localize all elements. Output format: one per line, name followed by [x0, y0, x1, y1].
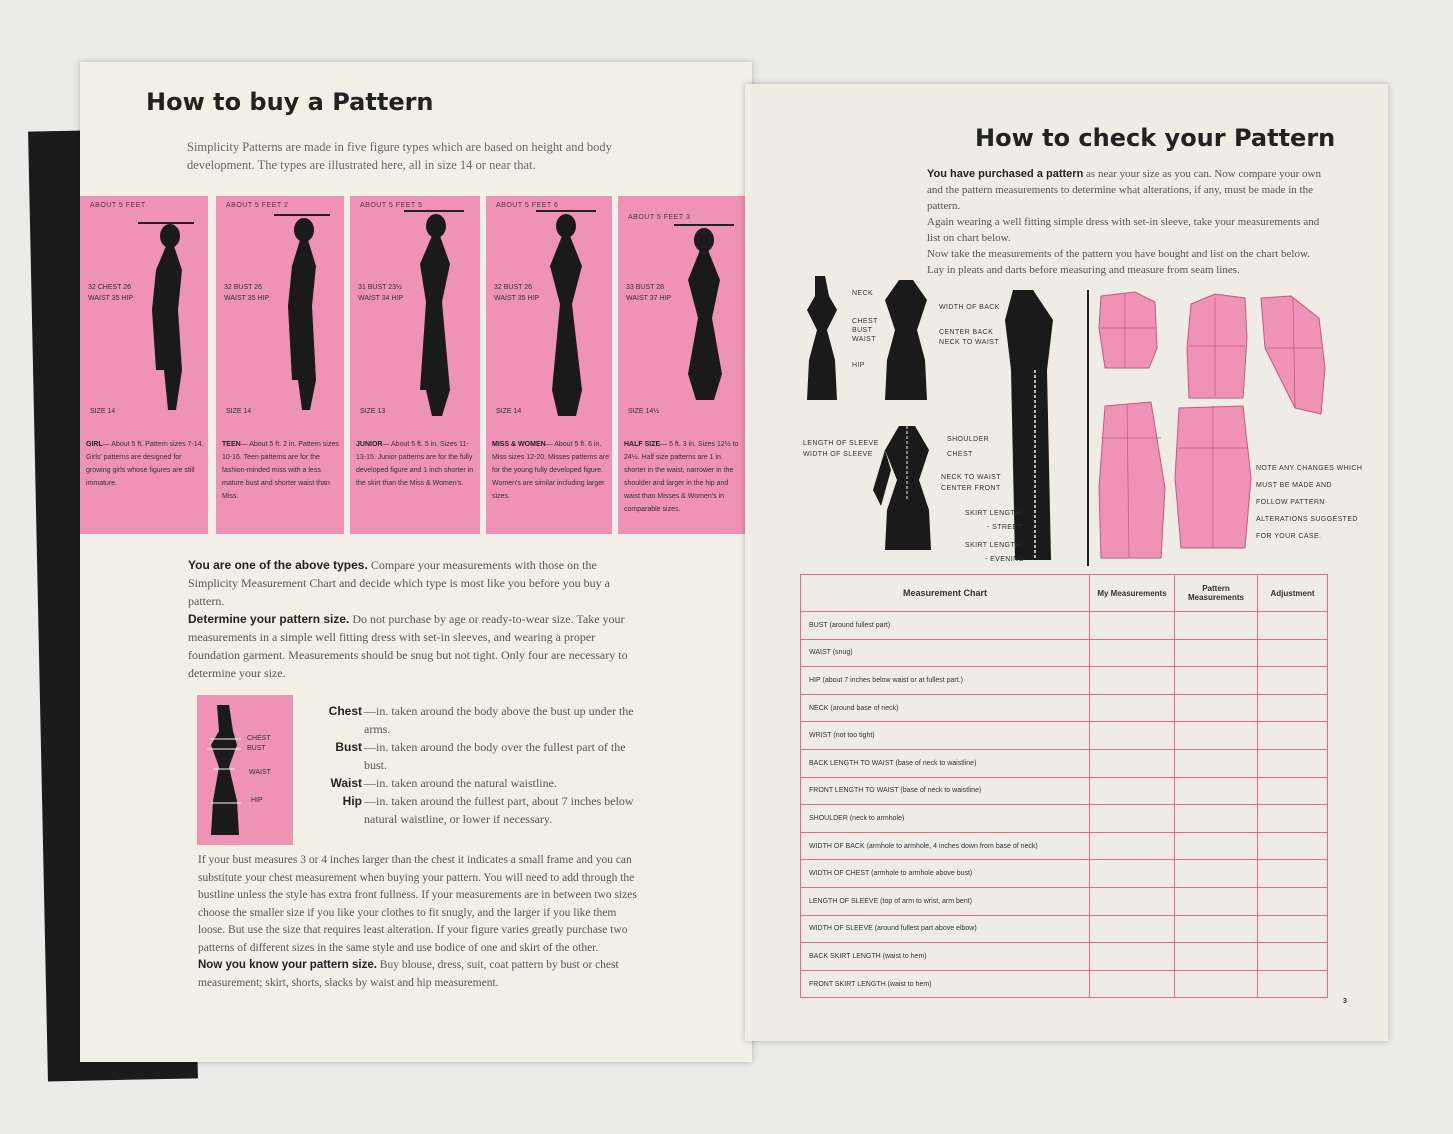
my-measurement-cell[interactable] — [1090, 915, 1175, 943]
table-row — [801, 777, 1328, 805]
table-row — [801, 749, 1328, 777]
chart-header-my-measurements: My Measurements — [1090, 575, 1175, 612]
label-hip: HIP — [852, 362, 865, 369]
torso-silhouette-icon — [203, 701, 253, 841]
label-skirt-length-street: SKIRT LENGTH — [965, 510, 1021, 517]
types-paragraph: You are one of the above types. Compare your measurements with those on the Simplicity Measurement Chart and decide which type is most like you before you buy a pattern. Determine your pattern size. Do not purchase by age or ready-to-wear size. Take your measurements in a simple well fitting dress with set-in sleeves, and wearing a proper foundation garment. Measurements should be snug but not tight. Only four are necessary to determine your size. — [188, 558, 628, 680]
alteration-note: NOTE ANY CHANGES WHICH MUST BE MADE AND FOLLOW PATTERN ALTERATIONS SUGGESTED FOR YOUR CASE. — [1256, 465, 1363, 540]
waist-label: WAIST — [249, 769, 271, 776]
girl-silhouette-icon — [138, 210, 198, 430]
label-neck-to-waist-front: NECK TO WAIST — [941, 474, 1001, 481]
chart-header-adjustment: Adjustment — [1258, 575, 1328, 612]
adjustment-cell[interactable] — [1258, 667, 1328, 695]
chart-header-pattern-measurements: Pattern Measurements — [1175, 575, 1258, 612]
figure-types-strip — [80, 196, 752, 536]
left-page-title: How to buy a Pattern — [146, 88, 434, 116]
row-label: FRONT SKIRT LENGTH (waist to hem) — [801, 970, 1090, 998]
figure-description: TEEN— About 5 ft. 2 in. Pattern sizes 10-16. Teen patterns are for the fashion-minded miss with a less mature bust and shorter waist than Miss. — [222, 441, 339, 500]
my-measurement-cell[interactable] — [1090, 805, 1175, 833]
adjustment-cell[interactable] — [1258, 722, 1328, 750]
right-intro: You have purchased a pattern as near your size as you can. Now compare your own and the pattern measurements to determine what alterations, if any, must be made in the pattern. Again wearing a well fitting simple dress with set-in sleeve, take your measurements and list on chart below. Now take the measurements of the pattern you have bought and list on the chart below. Lay in pleats and darts before measuring and measure from seam lines. — [927, 168, 1321, 276]
figure-measurements: 32 BUST 26 WAIST 35 HIP — [224, 284, 270, 302]
figure-height: ABOUT 5 FEET 6 — [496, 202, 559, 209]
table-row — [801, 832, 1328, 860]
figure-height: ABOUT 5 FEET 3 — [628, 214, 691, 221]
pattern-measurement-cell[interactable] — [1175, 777, 1258, 805]
pattern-measurement-cell[interactable] — [1175, 805, 1258, 833]
table-row — [801, 943, 1328, 971]
figure-height: ABOUT 5 FEET 5 — [360, 202, 423, 209]
figure-card-half-size — [618, 196, 752, 534]
left-intro: Simplicity Patterns are made in five figure types which are based on height and body development. The types are illustrated here, all in size 14 or near that. — [187, 140, 612, 172]
adjustment-cell[interactable] — [1258, 777, 1328, 805]
figure-description: GIRL— About 5 ft. Pattern sizes 7-14. Girls' patterns are designed for growing girls whose figures are still immature. — [86, 441, 204, 487]
row-label: BACK SKIRT LENGTH (waist to hem) — [801, 943, 1090, 971]
adjustment-cell[interactable] — [1258, 860, 1328, 888]
measurement-chart — [800, 574, 1328, 998]
table-row — [801, 667, 1328, 695]
def-bust: Bust —in. taken around the body over the fullest part of the bust. — [335, 740, 626, 772]
divider — [1087, 290, 1089, 566]
adjustment-cell[interactable] — [1258, 749, 1328, 777]
row-label: BUST (around fullest part) — [801, 612, 1090, 640]
row-label: SHOULDER (neck to armhole) — [801, 805, 1090, 833]
table-row — [801, 970, 1328, 998]
my-measurement-cell[interactable] — [1090, 694, 1175, 722]
hip-label: HIP — [251, 797, 263, 804]
table-row — [801, 860, 1328, 888]
my-measurement-cell[interactable] — [1090, 887, 1175, 915]
measurement-diagram — [197, 695, 293, 845]
right-page — [745, 84, 1388, 1041]
figure-size: SIZE 13 — [360, 408, 386, 415]
table-row — [801, 805, 1328, 833]
figure-size: SIZE 14 — [496, 408, 522, 415]
adjustment-cell[interactable] — [1258, 943, 1328, 971]
pattern-measurement-cell[interactable] — [1175, 749, 1258, 777]
table-row — [801, 887, 1328, 915]
pattern-measurement-cell[interactable] — [1175, 943, 1258, 971]
table-row — [801, 722, 1328, 750]
label-width-sleeve: WIDTH OF SLEEVE — [803, 451, 873, 458]
pattern-measurement-cell[interactable] — [1175, 694, 1258, 722]
table-row — [801, 915, 1328, 943]
label-center-back: CENTER BACK — [939, 329, 994, 336]
half-size-silhouette-icon — [674, 224, 734, 444]
adjustment-cell[interactable] — [1258, 694, 1328, 722]
adjustment-cell[interactable] — [1258, 887, 1328, 915]
my-measurement-cell[interactable] — [1090, 832, 1175, 860]
figure-card-girl — [80, 196, 208, 534]
measuring-figures-illustration — [801, 270, 1101, 570]
adjustment-cell[interactable] — [1258, 805, 1328, 833]
row-label: LENGTH OF SLEEVE (top of arm to wrist, arm bent) — [801, 887, 1090, 915]
figure-card-teen — [216, 196, 344, 534]
my-measurement-cell[interactable] — [1090, 639, 1175, 667]
adjustment-cell[interactable] — [1258, 612, 1328, 640]
my-measurement-cell[interactable] — [1090, 777, 1175, 805]
label-length-sleeve: LENGTH OF SLEEVE — [803, 440, 879, 447]
figure-measurements: 32 BUST 26 WAIST 35 HIP — [494, 284, 540, 302]
label-width-back: WIDTH OF BACK — [939, 304, 1000, 311]
chart-header-measurement: Measurement Chart — [801, 575, 1090, 612]
left-page — [80, 62, 752, 1062]
pattern-measurement-cell[interactable] — [1175, 887, 1258, 915]
figure-description: HALF SIZE— 5 ft. 3 in. Sizes 12½ to 24½. Half size patterns are 1 in. shorter in the waist, narrower in the shoulder and larger in the hip and waist than Misses & Women's in comparable sizes. — [624, 441, 739, 513]
figure-card-miss-women — [486, 196, 612, 534]
label-evening: - EVENING — [985, 556, 1025, 563]
row-label: WIDTH OF BACK (armhole to armhole, 4 inches down from base of neck) — [801, 832, 1090, 860]
my-measurement-cell[interactable] — [1090, 860, 1175, 888]
table-row — [801, 612, 1328, 640]
figure-description: MISS & WOMEN— About 5 ft. 6 in. Miss sizes 12-20. Misses patterns are for the young fully developed figure. Women's are similar including larger sizes. — [492, 441, 610, 500]
pattern-measurement-cell[interactable] — [1175, 915, 1258, 943]
label-center-front: CENTER FRONT — [941, 485, 1001, 492]
bust-label: BUST — [247, 745, 266, 752]
figure-measurements: 33 BUST 28 WAIST 37 HIP — [626, 284, 672, 302]
def-waist: Waist —in. taken around the natural waistline. — [330, 776, 557, 790]
my-measurement-cell[interactable] — [1090, 667, 1175, 695]
label-chest-front: CHEST — [947, 451, 973, 458]
pattern-measurement-cell[interactable] — [1175, 667, 1258, 695]
table-row — [801, 694, 1328, 722]
pattern-measurement-cell[interactable] — [1175, 639, 1258, 667]
label-chest: CHEST — [852, 318, 878, 325]
figure-measurements: 31 BUST 23½ WAIST 34 HIP — [358, 284, 404, 302]
page-number: 3 — [1343, 998, 1347, 1005]
adjustment-cell[interactable] — [1258, 970, 1328, 998]
label-neck-to-waist: NECK TO WAIST — [939, 339, 999, 346]
row-label: WAIST (snug) — [801, 639, 1090, 667]
pattern-measurement-cell[interactable] — [1175, 970, 1258, 998]
my-measurement-cell[interactable] — [1090, 612, 1175, 640]
label-shoulder: SHOULDER — [947, 436, 990, 443]
figure-description: JUNIOR— About 5 ft. 5 in. Sizes 11-13-15. Junior patterns are for the fully developed figure and 1 inch shorter in the skirt than the Miss & Women's. — [356, 441, 474, 487]
def-hip: Hip —in. taken around the fullest part, about 7 inches below natural waistline, or lower if necessary. — [342, 794, 634, 826]
figure-card-junior — [350, 196, 480, 534]
table-row — [801, 639, 1328, 667]
row-label: BACK LENGTH TO WAIST (base of neck to waistline) — [801, 749, 1090, 777]
measurement-definitions — [310, 702, 645, 828]
size-advice-paragraph: If your bust measures 3 or 4 inches larger than the chest it indicates a small frame and you can substitute your chest measurement when buying your pattern. You will need to add through the bustline unless the style has extra front fullness. If your measurements are in between two sizes choose the smaller size if you like your clothes to fit snugly, and the larger if you like them loose. But use the size that requires least alteration. If your figure varies greatly purchase two patterns of different sizes in the same style and use bodice of one and skirt of the other. Now you know your pattern size. Buy blouse, dress, suit, coat pattern by bust or chest measurement; skirt, shorts, slacks by waist and hip measurement. — [198, 854, 637, 989]
label-street: - STREET — [987, 524, 1023, 531]
pattern-measurement-cell[interactable] — [1175, 860, 1258, 888]
figure-size: SIZE 14½ — [628, 408, 660, 415]
figure-height: ABOUT 5 FEET — [90, 202, 146, 209]
label-neck: NECK — [852, 290, 874, 297]
row-label: NECK (around base of neck) — [801, 694, 1090, 722]
teen-silhouette-icon — [274, 210, 334, 430]
my-measurement-cell[interactable] — [1090, 749, 1175, 777]
pattern-measurement-cell[interactable] — [1175, 832, 1258, 860]
figure-size: SIZE 14 — [90, 408, 116, 415]
adjustment-cell[interactable] — [1258, 639, 1328, 667]
label-bust: BUST — [852, 327, 873, 334]
pattern-measurement-cell[interactable] — [1175, 612, 1258, 640]
junior-silhouette-icon — [404, 210, 464, 430]
row-label: WIDTH OF CHEST (armhole to armhole above bust) — [801, 860, 1090, 888]
row-label: HIP (about 7 inches below waist or at fullest part.) — [801, 667, 1090, 695]
my-measurement-cell[interactable] — [1090, 970, 1175, 998]
row-label: WIDTH OF SLEEVE (around fullest part above elbow) — [801, 915, 1090, 943]
row-label: WRIST (not too tight) — [801, 722, 1090, 750]
chest-label: CHEST — [247, 735, 271, 742]
figure-measurements: 32 CHEST 26 WAIST 35 HIP — [88, 284, 134, 302]
figure-size: SIZE 14 — [226, 408, 252, 415]
def-chest: Chest —in. taken around the body above the bust up under the arms. — [328, 704, 634, 736]
my-measurement-cell[interactable] — [1090, 943, 1175, 971]
right-page-title: How to check your Pattern — [975, 124, 1336, 152]
pattern-measurement-cell[interactable] — [1175, 722, 1258, 750]
figure-height: ABOUT 5 FEET 2 — [226, 202, 289, 209]
miss-silhouette-icon — [536, 210, 596, 430]
label-waist: WAIST — [852, 336, 876, 343]
label-skirt-length-evening: SKIRT LENGTH — [965, 542, 1021, 549]
adjustment-cell[interactable] — [1258, 832, 1328, 860]
my-measurement-cell[interactable] — [1090, 722, 1175, 750]
row-label: FRONT LENGTH TO WAIST (base of neck to waistline) — [801, 777, 1090, 805]
adjustment-cell[interactable] — [1258, 915, 1328, 943]
